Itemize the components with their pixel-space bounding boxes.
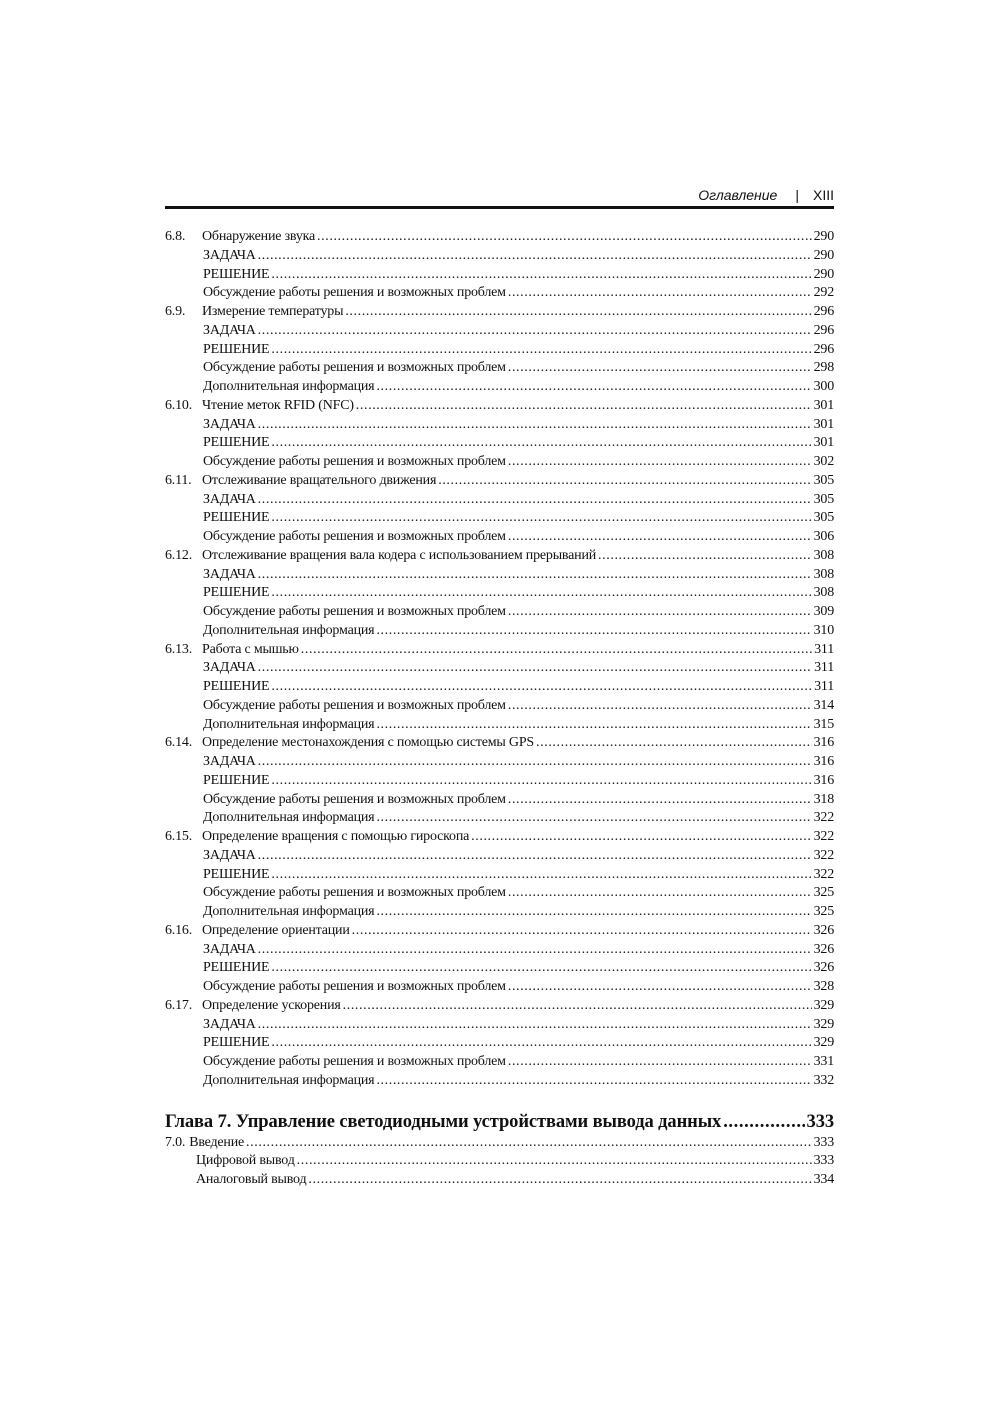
subsection-page: 309 bbox=[813, 604, 834, 619]
toc-subsection[interactable] bbox=[165, 359, 834, 378]
chapter-page: 333 bbox=[806, 1111, 834, 1132]
section-number: 6.12. bbox=[165, 547, 193, 563]
subsection-page: 318 bbox=[813, 791, 834, 807]
toc-subsection[interactable] bbox=[165, 716, 834, 735]
toc-section[interactable] bbox=[165, 922, 834, 941]
subsection-page: 298 bbox=[813, 360, 834, 376]
dot-leader bbox=[345, 303, 811, 322]
subsection-title: Обсуждение работы решения и возможных проблем bbox=[203, 604, 506, 619]
toc-section[interactable] bbox=[165, 1134, 834, 1153]
dot-leader bbox=[438, 472, 811, 491]
subsection-page: 326 bbox=[813, 941, 834, 957]
chapter-title: Глава 7. Управление светодиодными устройствами вывода данных bbox=[165, 1111, 722, 1132]
section-number: 6.10. bbox=[165, 397, 193, 413]
dot-leader bbox=[271, 341, 811, 360]
subsection-title: Обсуждение работы решения и возможных проблем bbox=[203, 791, 506, 807]
subsection-page: 301 bbox=[813, 435, 834, 451]
dot-leader bbox=[508, 359, 812, 378]
dot-leader bbox=[598, 547, 812, 566]
dot-leader bbox=[376, 378, 811, 397]
subsection-page: 332 bbox=[813, 1072, 834, 1088]
subsection-page: 316 bbox=[813, 772, 834, 788]
subsection-title: Обсуждение работы решения и возможных проблем bbox=[203, 1054, 506, 1069]
toc-subsection[interactable] bbox=[165, 1152, 834, 1171]
section-page: 296 bbox=[813, 304, 834, 319]
section-page: 308 bbox=[813, 547, 834, 563]
toc-subsection[interactable] bbox=[165, 528, 834, 547]
subsection-title: Дополнительная информация bbox=[203, 379, 375, 394]
toc-subsection[interactable] bbox=[165, 584, 834, 603]
subsection-title: ЗАДАЧА bbox=[203, 754, 256, 769]
toc-subsection[interactable] bbox=[165, 622, 834, 641]
section-number: 6.17. bbox=[165, 997, 193, 1013]
dot-leader bbox=[246, 1134, 812, 1153]
section-number: 6.16. bbox=[165, 922, 193, 938]
dot-leader bbox=[258, 659, 812, 678]
toc-subsection[interactable] bbox=[165, 772, 834, 791]
subsection-page: 331 bbox=[813, 1054, 834, 1069]
subsection-title: Дополнительная информация bbox=[203, 622, 375, 638]
subsection-page: 308 bbox=[813, 585, 834, 601]
section-title: Обнаружение звука bbox=[202, 229, 316, 244]
subsection-title: Обсуждение работы решения и возможных проблем bbox=[203, 285, 506, 301]
toc-subsection[interactable] bbox=[165, 1016, 834, 1035]
section-title: Введение bbox=[189, 1134, 245, 1150]
dot-leader bbox=[723, 1110, 804, 1134]
toc-subsection[interactable] bbox=[165, 266, 834, 285]
toc-subsection[interactable] bbox=[165, 941, 834, 960]
running-header bbox=[165, 187, 834, 207]
subsection-title: РЕШЕНИЕ bbox=[203, 866, 270, 882]
table-of-contents bbox=[165, 228, 834, 1190]
subsection-page: 311 bbox=[814, 660, 834, 676]
dot-leader bbox=[508, 603, 812, 622]
dot-leader bbox=[471, 828, 811, 847]
toc-section[interactable] bbox=[165, 997, 834, 1016]
toc-subsection[interactable] bbox=[165, 1034, 834, 1053]
section-number: 6.11. bbox=[165, 472, 192, 488]
subsection-page: 305 bbox=[813, 510, 834, 526]
subsection-page: 290 bbox=[813, 247, 834, 263]
section-page: 290 bbox=[813, 229, 834, 244]
subsection-page: 325 bbox=[813, 885, 834, 901]
dot-leader bbox=[301, 641, 812, 660]
section-page: 326 bbox=[813, 922, 834, 938]
dot-leader bbox=[508, 1053, 812, 1072]
subsection-title: Обсуждение работы решения и возможных проблем bbox=[203, 697, 506, 713]
toc-subsection[interactable] bbox=[165, 978, 834, 997]
dot-leader bbox=[376, 903, 811, 922]
dot-leader bbox=[376, 716, 811, 735]
subsection-title: РЕШЕНИЕ bbox=[203, 679, 270, 694]
subsection-title: ЗАДАЧА bbox=[203, 941, 256, 957]
subsection-title: РЕШЕНИЕ bbox=[203, 585, 270, 601]
toc-section[interactable] bbox=[165, 734, 834, 753]
section-page: 316 bbox=[813, 735, 834, 751]
toc-subsection[interactable] bbox=[165, 341, 834, 360]
toc-subsection[interactable] bbox=[165, 566, 834, 585]
toc-subsection[interactable] bbox=[165, 903, 834, 922]
subsection-page: 290 bbox=[813, 266, 834, 282]
subsection-title: РЕШЕНИЕ bbox=[203, 772, 270, 788]
toc-subsection[interactable] bbox=[165, 866, 834, 885]
dot-leader bbox=[356, 397, 812, 416]
subsection-title: ЗАДАЧА bbox=[203, 847, 256, 863]
subsection-title: РЕШЕНИЕ bbox=[203, 960, 270, 976]
subsection-page: 302 bbox=[813, 454, 834, 469]
subsection-title: ЗАДАЧА bbox=[203, 1016, 256, 1032]
toc-section[interactable] bbox=[165, 547, 834, 566]
subsection-page: 306 bbox=[813, 529, 834, 544]
subsection-title: Обсуждение работы решения и возможных проблем bbox=[203, 529, 506, 544]
subsection-title: ЗАДАЧА bbox=[203, 491, 256, 507]
dot-leader bbox=[352, 922, 812, 941]
toc-subsection[interactable] bbox=[165, 322, 834, 341]
subsection-title: Дополнительная информация bbox=[203, 810, 375, 826]
dot-leader bbox=[258, 416, 812, 435]
subsection-page: 322 bbox=[813, 810, 834, 826]
dot-leader bbox=[258, 491, 812, 510]
dot-leader bbox=[508, 453, 812, 472]
header-page-number: XIII bbox=[812, 187, 834, 203]
toc-subsection[interactable] bbox=[165, 809, 834, 828]
header-title: Оглавление bbox=[698, 187, 778, 203]
toc-subsection[interactable] bbox=[165, 884, 834, 903]
subsection-page: 322 bbox=[813, 866, 834, 882]
subsection-title: Дополнительная информация bbox=[203, 1072, 375, 1088]
toc-subsection[interactable] bbox=[165, 603, 834, 622]
subsection-title: Обсуждение работы решения и возможных проблем bbox=[203, 885, 506, 901]
toc-subsection[interactable] bbox=[165, 378, 834, 397]
toc-section[interactable] bbox=[165, 303, 834, 322]
subsection-page: 310 bbox=[813, 622, 834, 638]
header-rule bbox=[165, 206, 834, 209]
section-title: Чтение меток RFID (NFC) bbox=[202, 397, 354, 413]
dot-leader bbox=[343, 997, 812, 1016]
subsection-title: ЗАДАЧА bbox=[203, 322, 256, 338]
subsection-page: 292 bbox=[813, 285, 834, 301]
section-title: Определение местонахождения с помощью системы GPS bbox=[202, 735, 535, 751]
subsection-page: 305 bbox=[813, 491, 834, 507]
subsection-title: Обсуждение работы решения и возможных проблем bbox=[203, 979, 506, 994]
dot-leader bbox=[271, 509, 811, 528]
section-page: 329 bbox=[813, 997, 834, 1013]
dot-leader bbox=[508, 697, 812, 716]
toc-section[interactable] bbox=[165, 641, 834, 660]
toc-subsection[interactable] bbox=[165, 509, 834, 528]
section-title: Работа с мышью bbox=[202, 641, 299, 657]
subsection-page: 308 bbox=[813, 566, 834, 582]
section-number: 6.15. bbox=[165, 829, 193, 844]
subsection-title: ЗАДАЧА bbox=[203, 247, 256, 263]
section-number: 6.8. bbox=[165, 229, 186, 244]
toc-subsection[interactable] bbox=[165, 1171, 834, 1190]
subsection-page: 316 bbox=[813, 754, 834, 769]
subsection-title: Обсуждение работы решения и возможных проблем bbox=[203, 454, 506, 469]
dot-leader bbox=[271, 678, 812, 697]
subsection-page: 315 bbox=[813, 716, 834, 732]
section-title: Отслеживание вращения вала кодера с использованием прерываний bbox=[202, 547, 597, 563]
toc-subsection[interactable] bbox=[165, 453, 834, 472]
section-title: Определение вращения с помощью гироскопа bbox=[202, 829, 470, 844]
dot-leader bbox=[271, 959, 811, 978]
chapter-7-sections bbox=[165, 1134, 834, 1190]
dot-leader bbox=[271, 866, 811, 885]
subsection-page: 322 bbox=[813, 847, 834, 863]
dot-leader bbox=[376, 809, 811, 828]
section-title: Определение ориентации bbox=[202, 922, 350, 938]
dot-leader bbox=[258, 1016, 812, 1035]
subsection-page: 296 bbox=[813, 322, 834, 338]
dot-leader bbox=[271, 584, 811, 603]
subsection-page: 333 bbox=[813, 1153, 834, 1169]
toc-subsection[interactable] bbox=[165, 753, 834, 772]
subsection-title: Дополнительная информация bbox=[203, 716, 375, 732]
dot-leader bbox=[508, 528, 812, 547]
dot-leader bbox=[508, 791, 812, 810]
section-number: 6.14. bbox=[165, 735, 193, 751]
toc-subsection[interactable] bbox=[165, 1053, 834, 1072]
dot-leader bbox=[271, 1034, 811, 1053]
dot-leader bbox=[376, 622, 811, 641]
dot-leader bbox=[508, 978, 812, 997]
dot-leader bbox=[258, 753, 812, 772]
subsection-title: РЕШЕНИЕ bbox=[203, 1035, 270, 1051]
subsection-page: 334 bbox=[813, 1172, 834, 1187]
subsection-title: ЗАДАЧА bbox=[203, 660, 256, 676]
toc-section[interactable] bbox=[165, 228, 834, 247]
chapter-6-sections bbox=[165, 228, 834, 1091]
subsection-title: РЕШЕНИЕ bbox=[203, 510, 270, 526]
toc-subsection[interactable] bbox=[165, 434, 834, 453]
section-title: Измерение температуры bbox=[202, 304, 344, 319]
section-page: 333 bbox=[813, 1134, 834, 1150]
section-title: Отслеживание вращательного движения bbox=[202, 472, 437, 488]
subsection-title: РЕШЕНИЕ bbox=[203, 435, 270, 451]
header-separator: | bbox=[795, 187, 799, 203]
section-number: 6.9. bbox=[165, 304, 186, 319]
toc-subsection[interactable] bbox=[165, 959, 834, 978]
subsection-title: Обсуждение работы решения и возможных проблем bbox=[203, 360, 506, 376]
dot-leader bbox=[258, 322, 812, 341]
subsection-title: Цифровой вывод bbox=[196, 1153, 295, 1169]
toc-subsection[interactable] bbox=[165, 247, 834, 266]
section-number: 6.13. bbox=[165, 641, 193, 657]
subsection-title: Аналоговый вывод bbox=[196, 1172, 307, 1187]
subsection-page: 326 bbox=[813, 960, 834, 976]
subsection-title: ЗАДАЧА bbox=[203, 566, 256, 582]
toc-subsection[interactable] bbox=[165, 659, 834, 678]
section-page: 322 bbox=[813, 829, 834, 844]
subsection-title: РЕШЕНИЕ bbox=[203, 341, 270, 357]
section-number: 7.0. bbox=[165, 1134, 186, 1150]
toc-subsection[interactable] bbox=[165, 1072, 834, 1091]
subsection-page: 325 bbox=[813, 904, 834, 919]
subsection-page: 311 bbox=[814, 679, 834, 694]
subsection-page: 329 bbox=[813, 1035, 834, 1051]
toc-subsection[interactable] bbox=[165, 491, 834, 510]
subsection-title: ЗАДАЧА bbox=[203, 416, 256, 432]
toc-section[interactable] bbox=[165, 828, 834, 847]
toc-subsection[interactable] bbox=[165, 697, 834, 716]
subsection-title: Дополнительная информация bbox=[203, 904, 375, 919]
dot-leader bbox=[271, 266, 811, 285]
subsection-page: 296 bbox=[813, 341, 834, 357]
section-title: Определение ускорения bbox=[202, 997, 341, 1013]
dot-leader bbox=[508, 884, 812, 903]
subsection-page: 300 bbox=[813, 379, 834, 394]
dot-leader bbox=[308, 1171, 811, 1190]
toc-chapter-7[interactable] bbox=[165, 1110, 834, 1134]
toc-section[interactable] bbox=[165, 472, 834, 491]
toc-section[interactable] bbox=[165, 397, 834, 416]
toc-subsection[interactable] bbox=[165, 284, 834, 303]
subsection-page: 329 bbox=[813, 1016, 834, 1032]
dot-leader bbox=[258, 847, 812, 866]
section-page: 305 bbox=[813, 472, 834, 488]
dot-leader bbox=[376, 1072, 811, 1091]
dot-leader bbox=[258, 566, 812, 585]
subsection-page: 314 bbox=[813, 697, 834, 713]
dot-leader bbox=[297, 1152, 812, 1171]
dot-leader bbox=[536, 734, 812, 753]
toc-subsection[interactable] bbox=[165, 416, 834, 435]
section-page: 311 bbox=[814, 641, 834, 657]
toc-subsection[interactable] bbox=[165, 791, 834, 810]
dot-leader bbox=[271, 434, 811, 453]
toc-subsection[interactable] bbox=[165, 847, 834, 866]
section-page: 301 bbox=[813, 397, 834, 413]
subsection-page: 301 bbox=[813, 416, 834, 432]
dot-leader bbox=[508, 284, 812, 303]
dot-leader bbox=[317, 228, 812, 247]
dot-leader bbox=[258, 941, 812, 960]
dot-leader bbox=[271, 772, 811, 791]
subsection-page: 328 bbox=[813, 979, 834, 994]
dot-leader bbox=[258, 247, 812, 266]
toc-subsection[interactable] bbox=[165, 678, 834, 697]
subsection-title: РЕШЕНИЕ bbox=[203, 266, 270, 282]
